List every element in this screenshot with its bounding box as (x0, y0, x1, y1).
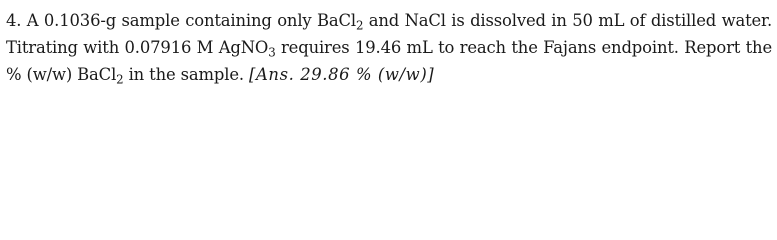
line3-subscript: 2 (116, 72, 124, 87)
line2-subscript: 3 (268, 45, 276, 60)
answer-text: [Ans. 29.86 % (w/w)] (249, 65, 435, 84)
problem-line-2 (6, 34, 772, 61)
line2-text-a: Titrating with 0.07916 M AgNO (6, 38, 269, 57)
line3-text-a: % (w/w) BaCl (6, 65, 117, 84)
line1-text-a: A 0.1036-g sample containing only BaCl (26, 11, 356, 30)
line2-text-b: requires 19.46 mL to reach the Fajans endpoint. Report the (275, 38, 772, 57)
problem-line-3 (6, 61, 772, 88)
line1-subscript: 2 (355, 18, 364, 33)
line1-text-b: and NaCl is dissolved in 50 mL of distilled water. (363, 11, 772, 30)
problem-line-1 (6, 7, 772, 34)
problem-number: 4. (6, 11, 22, 30)
line3-text-b: in the sample. (123, 65, 244, 84)
problem-statement (6, 7, 772, 88)
